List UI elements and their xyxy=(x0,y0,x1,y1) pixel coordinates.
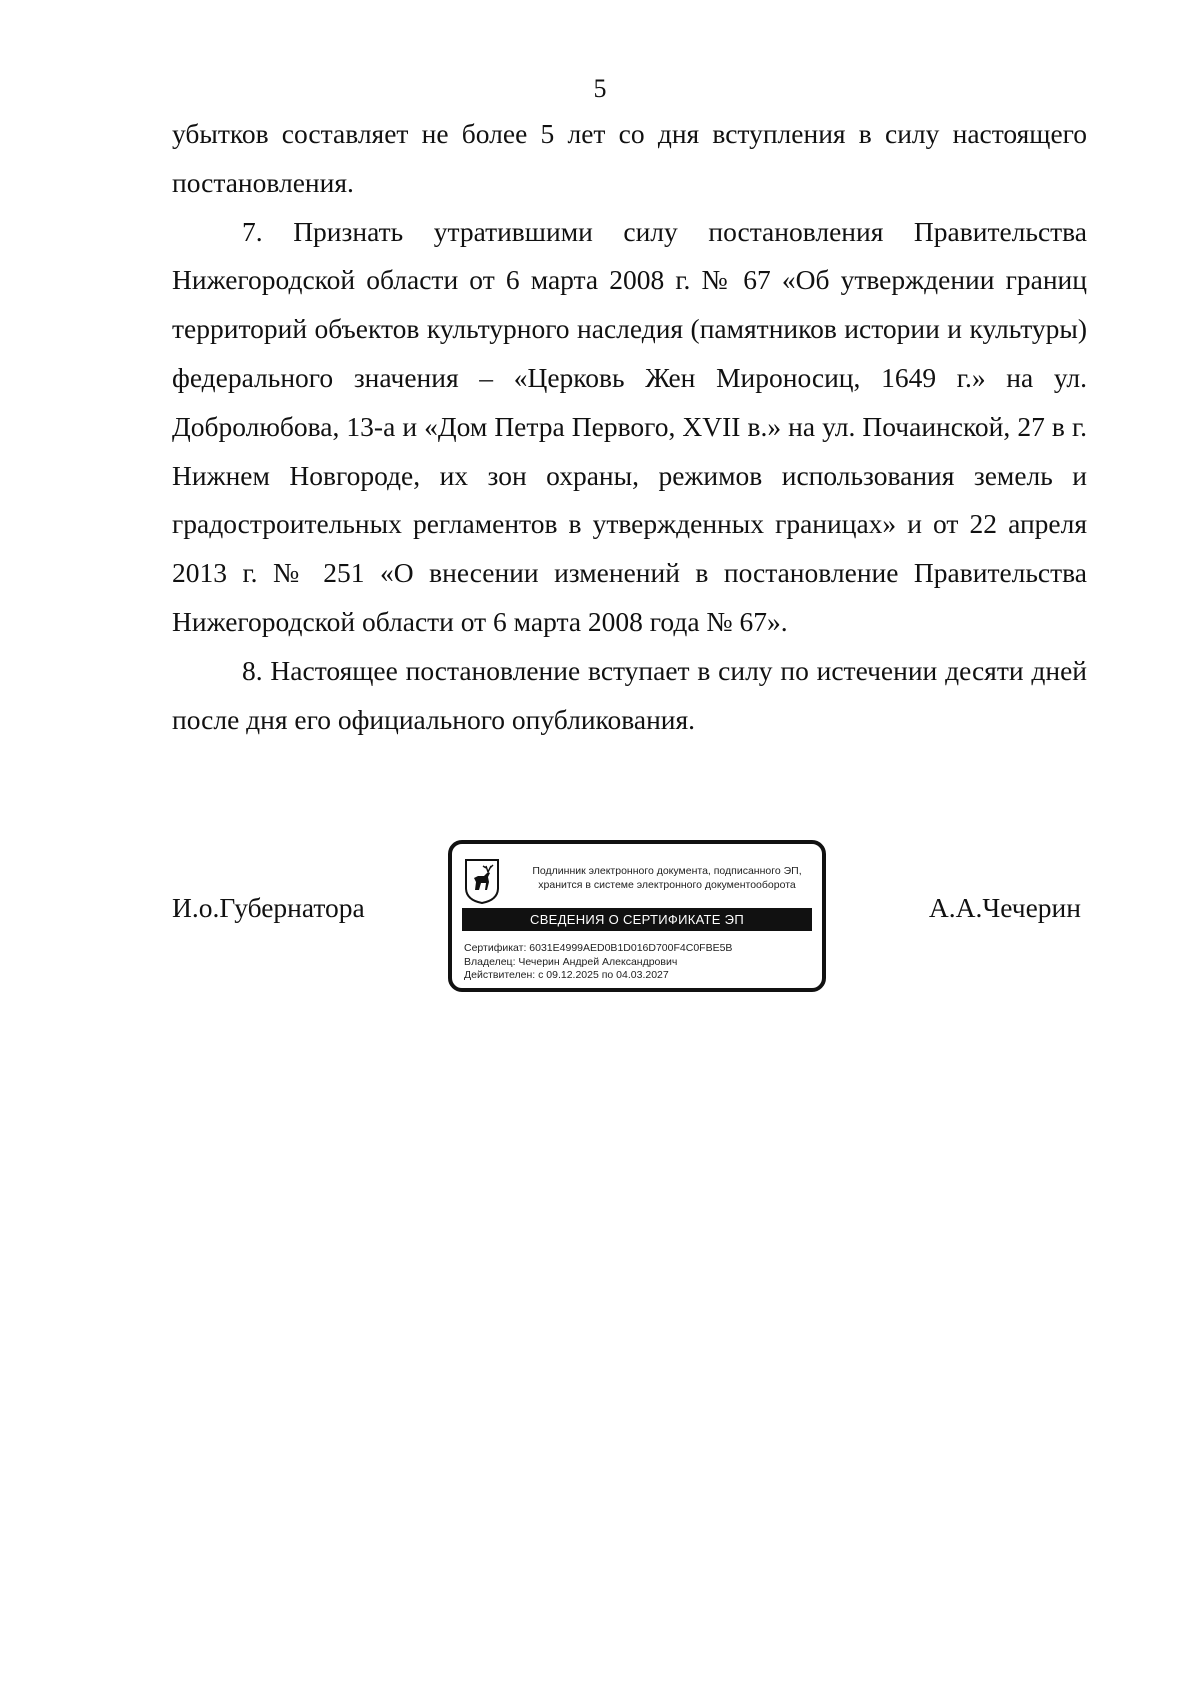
electronic-signature-stamp xyxy=(448,840,826,992)
page-number: 5 xyxy=(593,74,607,103)
deer-emblem-icon xyxy=(464,858,500,904)
paragraph-item-8: 8. Настоящее постановление вступает в силу по истечении десяти дней после дня его официального опубликования. xyxy=(172,654,1087,735)
certificate-validity: Действителен: с 09.12.2025 по 04.03.2027 xyxy=(464,969,669,981)
stamp-header-line-1: Подлинник электронного документа, подписанного ЭП, xyxy=(532,865,802,877)
paragraph-item-7: 7. Признать утратившими силу постановления Правительства Нижегородской области от 6 марта 2008 г. № 67 «Об утверждении границ территорий объектов культурного наследия (памятников истории и культуры) федерального значения – «Церковь Жен Мироносиц, 1649 г.» на ул. Добролюбова, 13-а и «Дом Петра Первого, XVII в.» на ул. Почаинской, 27 в г. Нижнем Новгороде, их зон охраны, режимов использования земель и градостроительных регламентов в утвержденных границах» и от 22 апреля 2013 г. № 251 «О внесении изменений в постановление Правительства Нижегородской области от 6 марта 2008 года № 67». xyxy=(172,215,1087,637)
paragraph-continuation: убытков составляет не более 5 лет со дня вступления в силу настоящего постановления. xyxy=(172,118,1087,198)
stamp-details xyxy=(464,942,814,983)
certificate-owner: Владелец: Чечерин Андрей Александрович xyxy=(464,955,678,968)
signatory-name: А.А.Чечерин xyxy=(928,892,1081,923)
stamp-header xyxy=(512,864,822,892)
stamp-band-title: СВЕДЕНИЯ О СЕРТИФИКАТЕ ЭП xyxy=(462,908,812,931)
signatory-position: И.о.Губернатора xyxy=(172,892,365,923)
stamp-header-line-2: хранится в системе электронного документооборота xyxy=(538,879,796,891)
certificate-number: Сертификат: 6031E4999AED0B1D016D700F4C0FBE5B xyxy=(464,942,733,954)
document-body xyxy=(172,110,1087,744)
